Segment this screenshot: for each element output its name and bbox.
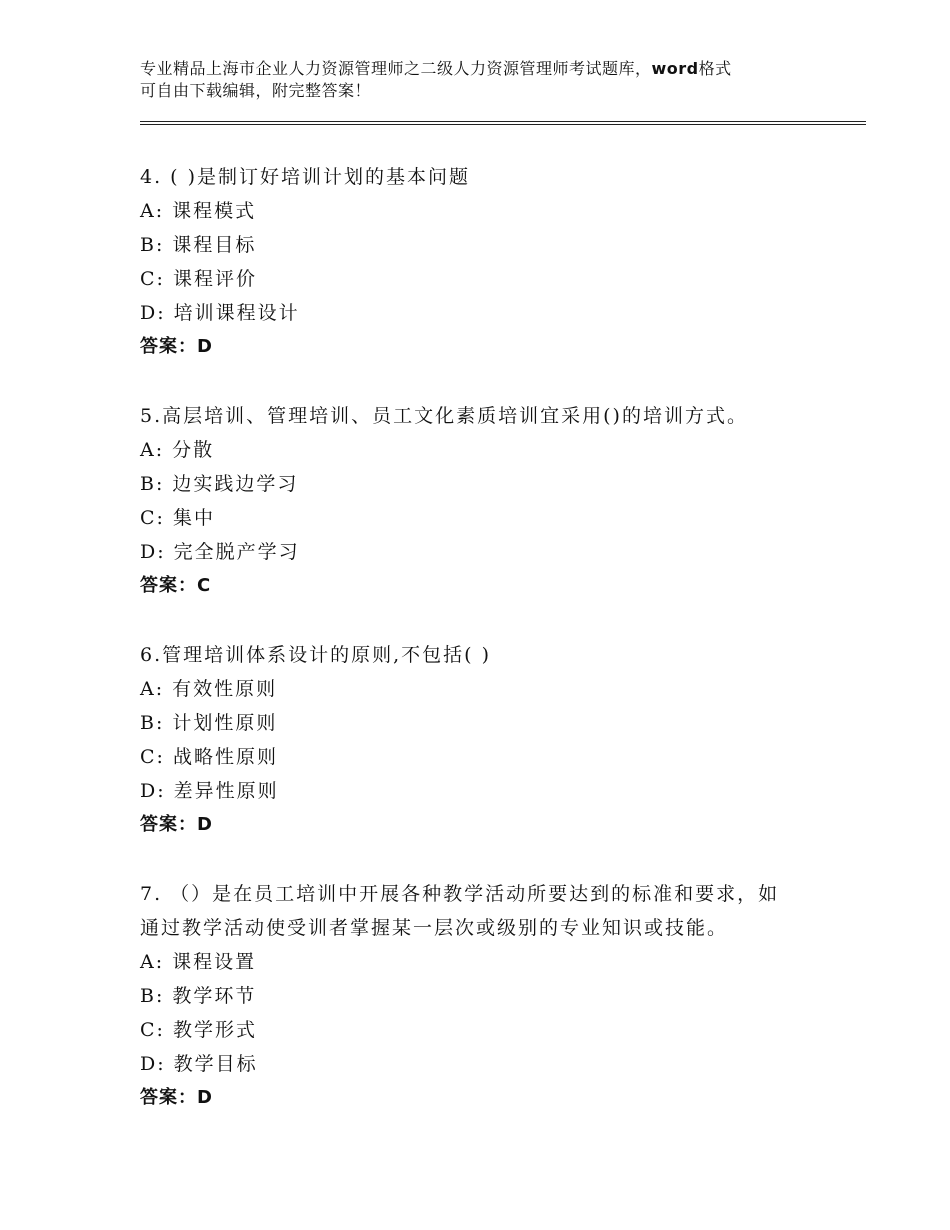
option-c: C: 课程评价 [140,268,257,290]
option-b: B: 课程目标 [140,234,257,256]
answer-line: 答案：C [140,575,212,596]
question-stem: 6.管理培训体系设计的原则,不包括( ) [140,644,492,666]
option-a: A: 课程模式 [140,200,257,222]
question-block [140,399,820,603]
option-a: A: 课程设置 [140,951,257,973]
document-header [140,58,840,102]
option-a: A: 分散 [140,439,215,461]
option-c: C: 集中 [140,507,215,529]
option-d: D: 差异性原则 [140,780,279,802]
question-block [140,638,820,842]
header-line-2: 可自由下载编辑，附完整答案！ [140,81,372,100]
question-block [140,160,820,364]
header-line-1-suffix: 格式 [698,59,732,78]
question-block [140,877,820,1115]
option-b: B: 教学环节 [140,985,257,1007]
header-divider-top [140,121,866,122]
question-stem-line-2: 通过教学活动使受训者掌握某一层次或级别的专业知识或技能。 [140,917,729,939]
header-line-1-word: word [651,59,699,78]
answer-line: 答案：D [140,336,213,357]
answer-line: 答案：D [140,1087,213,1108]
option-b: B: 边实践边学习 [140,473,299,495]
question-stem: 4. ( )是制订好培训计划的基本问题 [140,166,471,188]
header-divider-bottom [140,124,866,125]
answer-line: 答案：D [140,814,213,835]
header-line-1 [140,58,840,80]
question-stem: 5.高层培训、管理培训、员工文化素质培训宜采用()的培训方式。 [140,405,748,427]
option-d: D: 教学目标 [140,1053,258,1075]
option-b: B: 计划性原则 [140,712,278,734]
question-stem-line-1: 7. （）是在员工培训中开展各种教学活动所要达到的标准和要求，如 [140,883,780,905]
option-a: A: 有效性原则 [140,678,278,700]
option-d: D: 完全脱产学习 [140,541,300,563]
option-c: C: 战略性原则 [140,746,278,768]
option-c: C: 教学形式 [140,1019,257,1041]
header-line-1-prefix: 专业精品上海市企业人力资源管理师之二级人力资源管理师考试题库， [140,59,652,78]
option-d: D: 培训课程设计 [140,302,300,324]
